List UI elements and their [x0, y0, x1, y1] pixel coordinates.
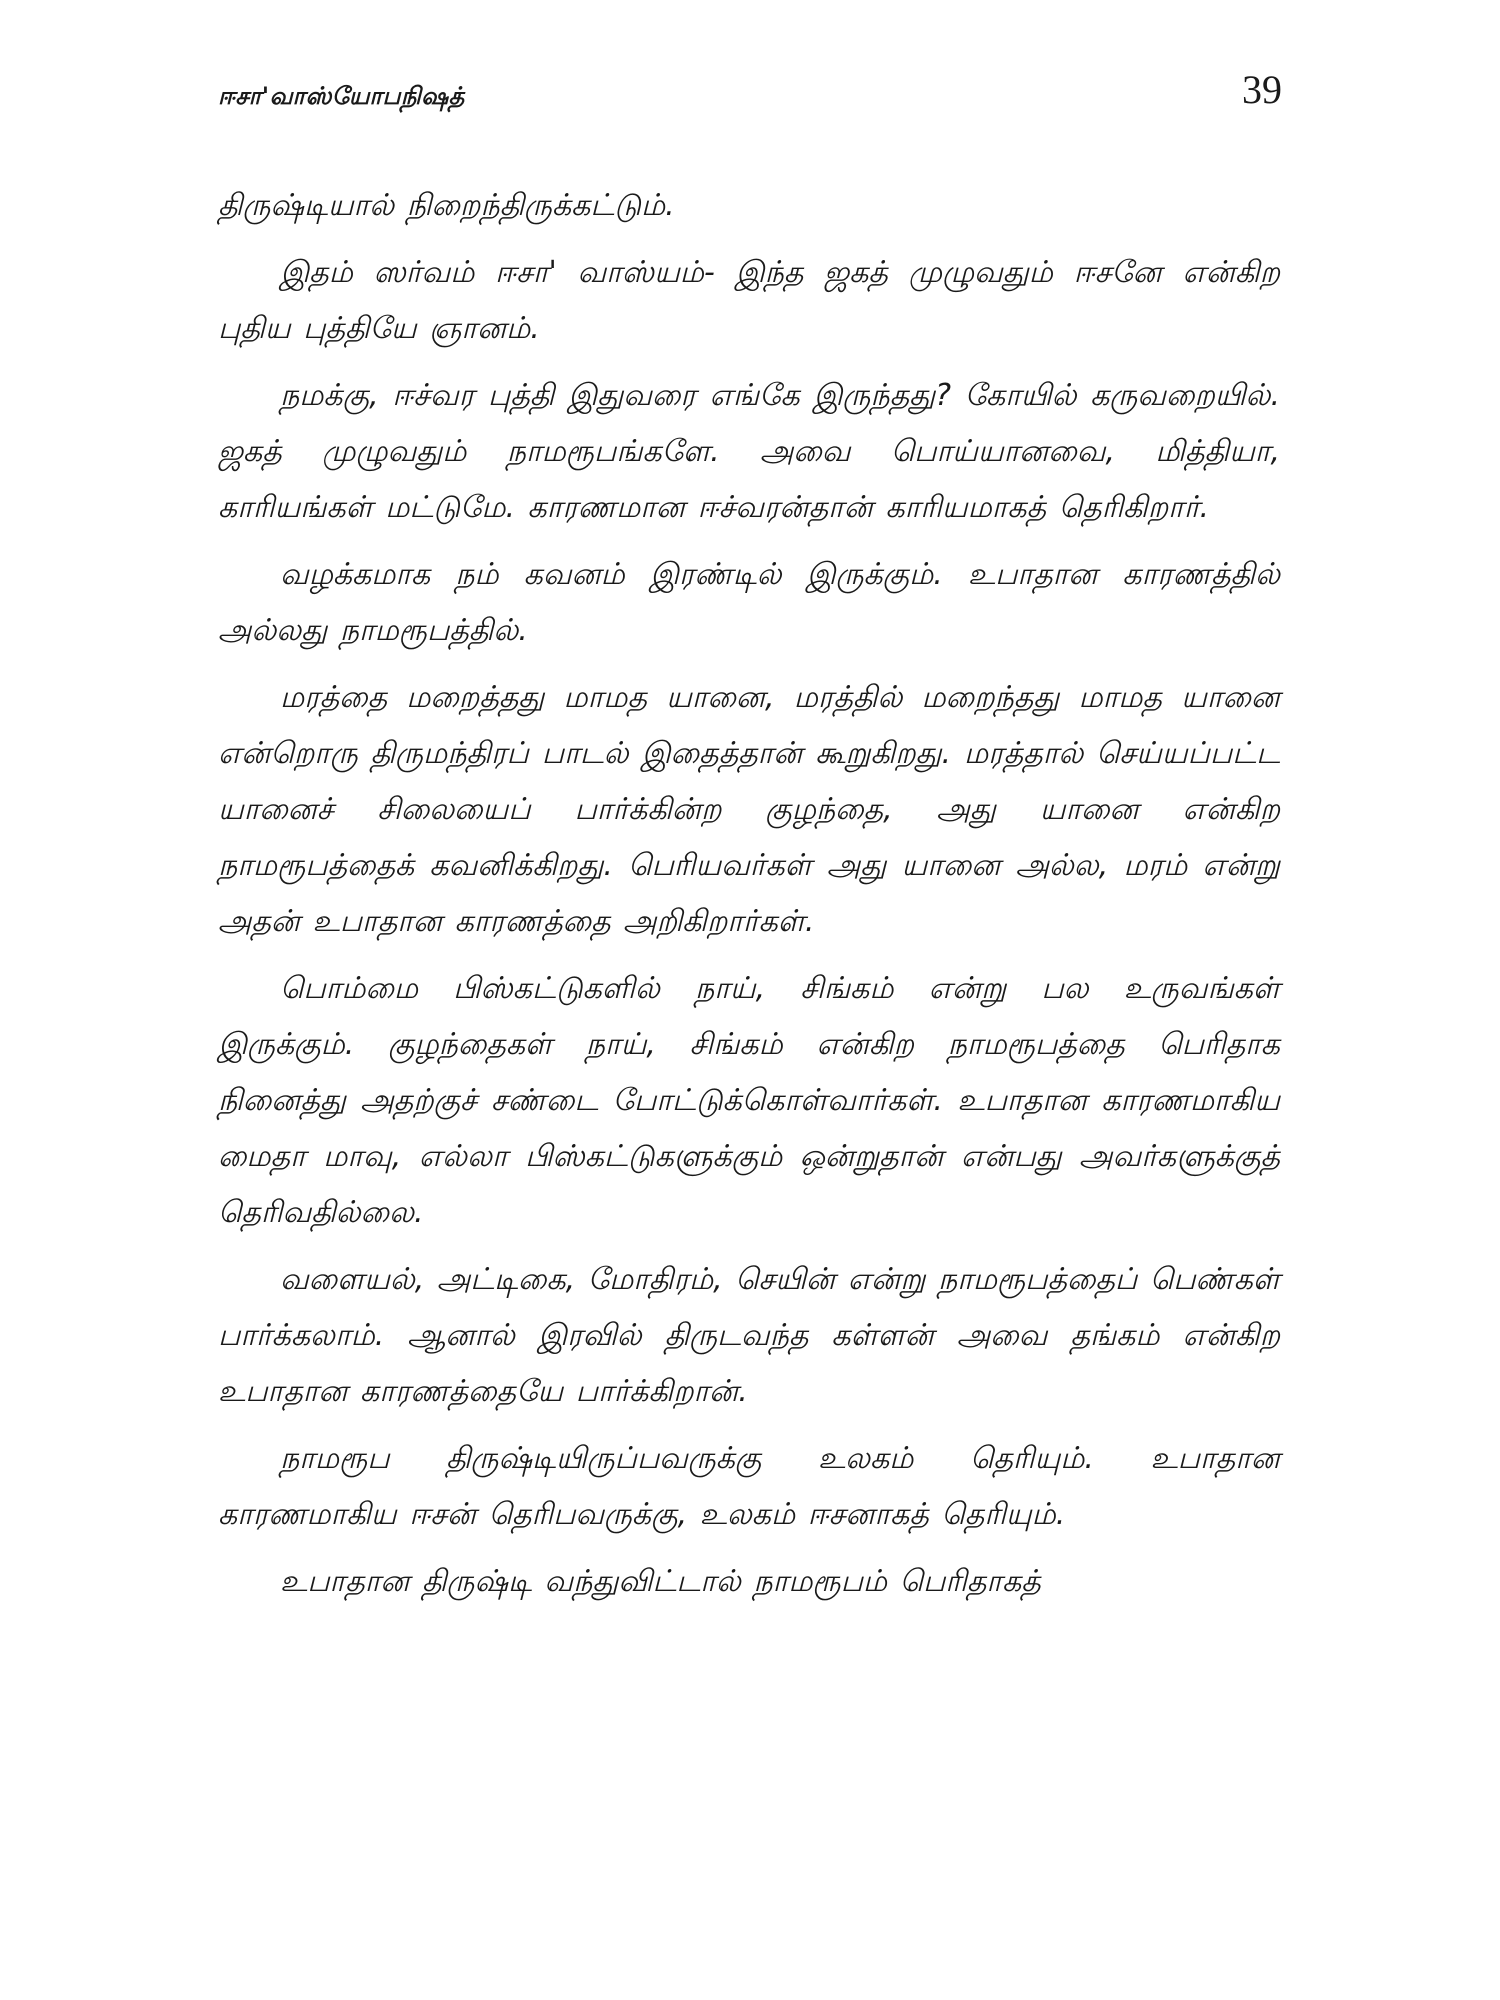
paragraph: இதம் ஸர்வம் ஈசா' வாஸ்யம்- இந்த ஜகத் முழுவதும் ஈசனே என்கிற புதிய புத்தியே ஞானம்.	[218, 255, 1280, 346]
paragraph: வளையல், அட்டிகை, மோதிரம், செயின் என்று நாமரூபத்தைப் பெண்கள் பார்க்கலாம். ஆனால் இரவில் திருடவந்த கள்ளன் அவை தங்கம் என்கிற உபாதான காரணத்தையே பார்க்கிறான்.	[218, 1262, 1280, 1409]
paragraph: உபாதான திருஷ்டி வந்துவிட்டால் நாமரூபம் பெரிதாகத்	[280, 1564, 1041, 1599]
running-head-title: ஈசா'வாஸ்யோபநிஷத்	[218, 82, 465, 110]
paragraph: வழக்கமாக நம் கவனம் இரண்டில் இருக்கும். உபாதான காரணத்தில் அல்லது நாமரூபத்தில்.	[218, 557, 1280, 648]
paragraph-continued: திருஷ்டியால் நிறைந்திருக்கட்டும்.	[218, 188, 675, 223]
page-number: 39	[1242, 67, 1282, 112]
paragraph: பொம்மை பிஸ்கட்டுகளில் நாய், சிங்கம் என்று பல உருவங்கள் இருக்கும். குழந்தைகள் நாய், சிங்கம் என்கிற நாமரூபத்தை பெரிதாக நினைத்து அதற்குச் சண்டை போட்டுக்கொள்வார்கள். உபாதான காரணமாகிய மைதா மாவு, எல்லா பிஸ்கட்டுகளுக்கும் ஒன்றுதான் என்பது அவர்களுக்குத் தெரிவதில்லை.	[218, 971, 1280, 1230]
paragraph: நாமரூப திருஷ்டியிருப்பவருக்கு உலகம் தெரியும். உபாதான காரணமாகிய ஈசன் தெரிபவருக்கு, உலகம் ஈசனாகத் தெரியும்.	[218, 1441, 1280, 1532]
paragraph: நமக்கு, ஈச்வர புத்தி இதுவரை எங்கே இருந்தது? கோயில் கருவறையில். ஜகத் முழுவதும் நாமரூபங்களே. அவை பொய்யானவை, மித்தியா, காரியங்கள் மட்டுமே. காரணமான ஈச்வரன்தான் காரியமாகத் தெரிகிறார்.	[218, 378, 1280, 525]
body-text	[218, 178, 1280, 1621]
paragraph: மரத்தை மறைத்தது மாமத யானை, மரத்தில் மறைந்தது மாமத யானை என்றொரு திருமந்திரப் பாடல் இதைத்தான் கூறுகிறது. மரத்தால் செய்யப்பட்ட யானைச் சிலையைப் பார்க்கின்ற குழந்தை, அது யானை என்கிற நாமரூபத்தைக் கவனிக்கிறது. பெரியவர்கள் அது யானை அல்ல, மரம் என்று அதன் உபாதான காரணத்தை அறிகிறார்கள்.	[218, 680, 1280, 939]
